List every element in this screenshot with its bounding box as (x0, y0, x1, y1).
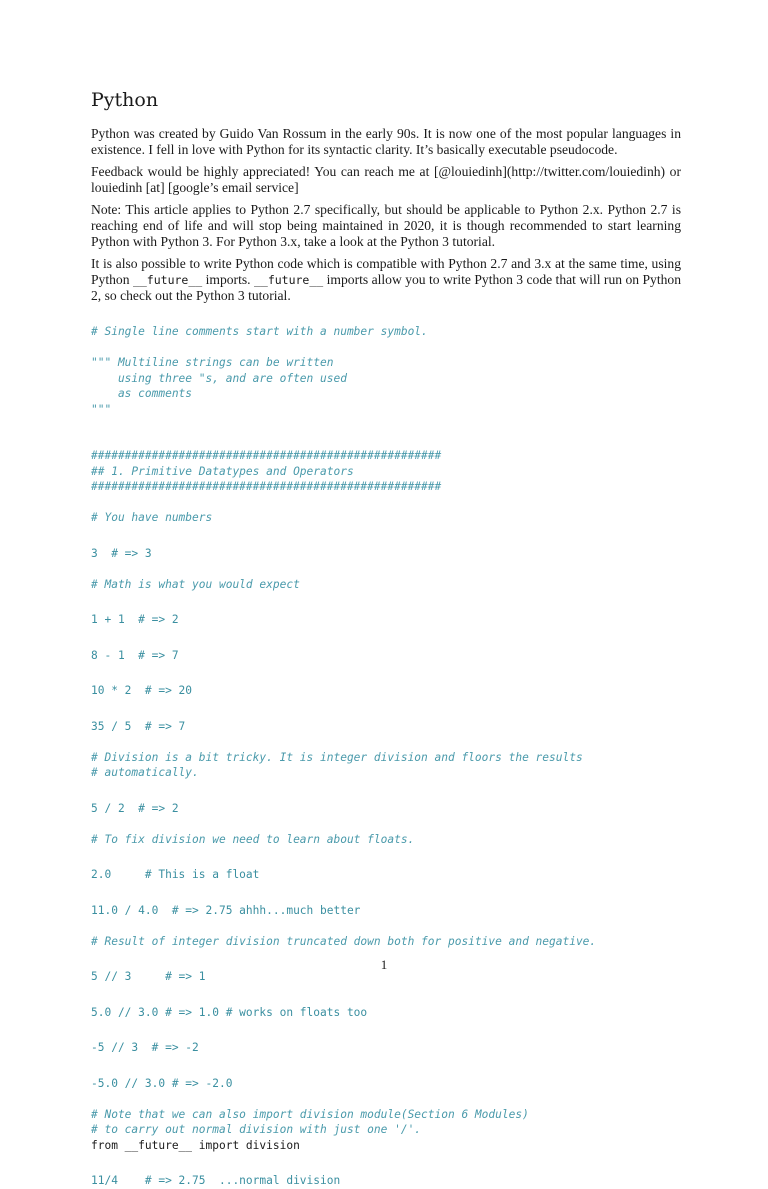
code-line: 2.0 # This is a float (91, 868, 260, 881)
code-line: -5.0 // 3.0 # => -2.0 (91, 1076, 233, 1090)
code-line: # You have numbers (91, 511, 213, 524)
code-line: -5 // 3 # => -2 (91, 1041, 199, 1054)
page-number: 1 (380, 957, 388, 972)
code-line (91, 433, 681, 449)
code-line: 35 / 5 # => 7 (91, 719, 186, 733)
code-line (91, 816, 681, 832)
inline-code: __future__ (253, 273, 324, 287)
code-line: # automatically. (91, 766, 199, 779)
paragraph (91, 164, 681, 196)
intro-paragraphs (91, 126, 681, 304)
code-line: 8 - 1 # => 7 (91, 648, 179, 662)
code-line: #################################################### (91, 480, 442, 493)
code-line: """ Multiline strings can be written (91, 356, 334, 369)
code-line: # to carry out normal division with just one '/'. (91, 1123, 422, 1136)
code-line: 1 + 1 # => 2 (91, 613, 179, 626)
code-line: # Single line comments start with a number symbol. (91, 325, 428, 338)
code-line: #################################################### (91, 449, 442, 462)
code-line: 3 # => 3 (91, 546, 152, 560)
paragraph-text: It is also possible to write Python code which is compatible with Python 2.7 and 3.x at the same time, using Python (91, 256, 681, 287)
code-line: 5 / 2 # => 2 (91, 801, 179, 815)
code-line: 11.0 / 4.0 # => 2.75 ahhh...much better (91, 903, 361, 917)
paragraph (91, 126, 681, 158)
code-line (91, 734, 681, 750)
code-line: using three "s, and are often used (91, 371, 347, 385)
code-line: from __future__ import division (91, 1138, 300, 1152)
code-line: 11/4 # => 2.75 ...normal division (91, 1174, 341, 1187)
inline-code: __future__ (132, 273, 203, 287)
code-line: # Note that we can also import division module(Section 6 Modules) (91, 1107, 529, 1121)
code-line: 5.0 // 3.0 # => 1.0 # works on floats too (91, 1005, 368, 1019)
paragraph-text: Note: This article applies to Python 2.7 specifically, but should be applicable to Python 2.x. Python 2.7 is reaching end of life and will stop being maintained in 2020, it is though recommended to start learning Python with Python 3. For Python 3.x, take a look at the Python 3 tutorial. (91, 202, 681, 249)
document-page (91, 88, 681, 1189)
code-line: """ (91, 402, 112, 416)
code-line: # Math is what you would expect (91, 577, 300, 591)
paragraph-text: imports. (202, 272, 254, 287)
code-line: # Result of integer division truncated down both for positive and negative. (91, 934, 597, 948)
code-line (91, 417, 681, 433)
code-line: ## 1. Primitive Datatypes and Operators (91, 464, 354, 478)
document-title: Python (91, 89, 159, 111)
code-block (91, 324, 681, 1189)
code-line: # Division is a bit tricky. It is integer division and floors the results (91, 750, 583, 764)
paragraph-text: Python was created by Guido Van Rossum in the early 90s. It is now one of the most popular languages in existence. I fell in love with Python for its syntactic clarity. It’s basically executable pseudocode. (91, 126, 681, 157)
code-line (91, 495, 681, 511)
code-line (91, 561, 681, 577)
paragraph (91, 202, 681, 250)
code-line: 5 // 3 # => 1 (91, 970, 206, 983)
paragraph (91, 256, 681, 304)
code-line: as comments (91, 387, 193, 400)
code-line (91, 340, 681, 356)
code-line: # To fix division we need to learn about floats. (91, 832, 415, 846)
code-line: 10 * 2 # => 20 (91, 684, 193, 697)
paragraph-text: imports allow you to write Python 3 code that will run on Python 2, so check out the Python 3 tutorial. (91, 272, 681, 303)
code-line (91, 1091, 681, 1107)
code-line (91, 918, 681, 934)
paragraph-text: Feedback would be highly appreciated! You can reach me at [@louiedinh](http://twitter.com/louiedinh) or louiedinh [at] [google’s email service] (91, 164, 681, 195)
